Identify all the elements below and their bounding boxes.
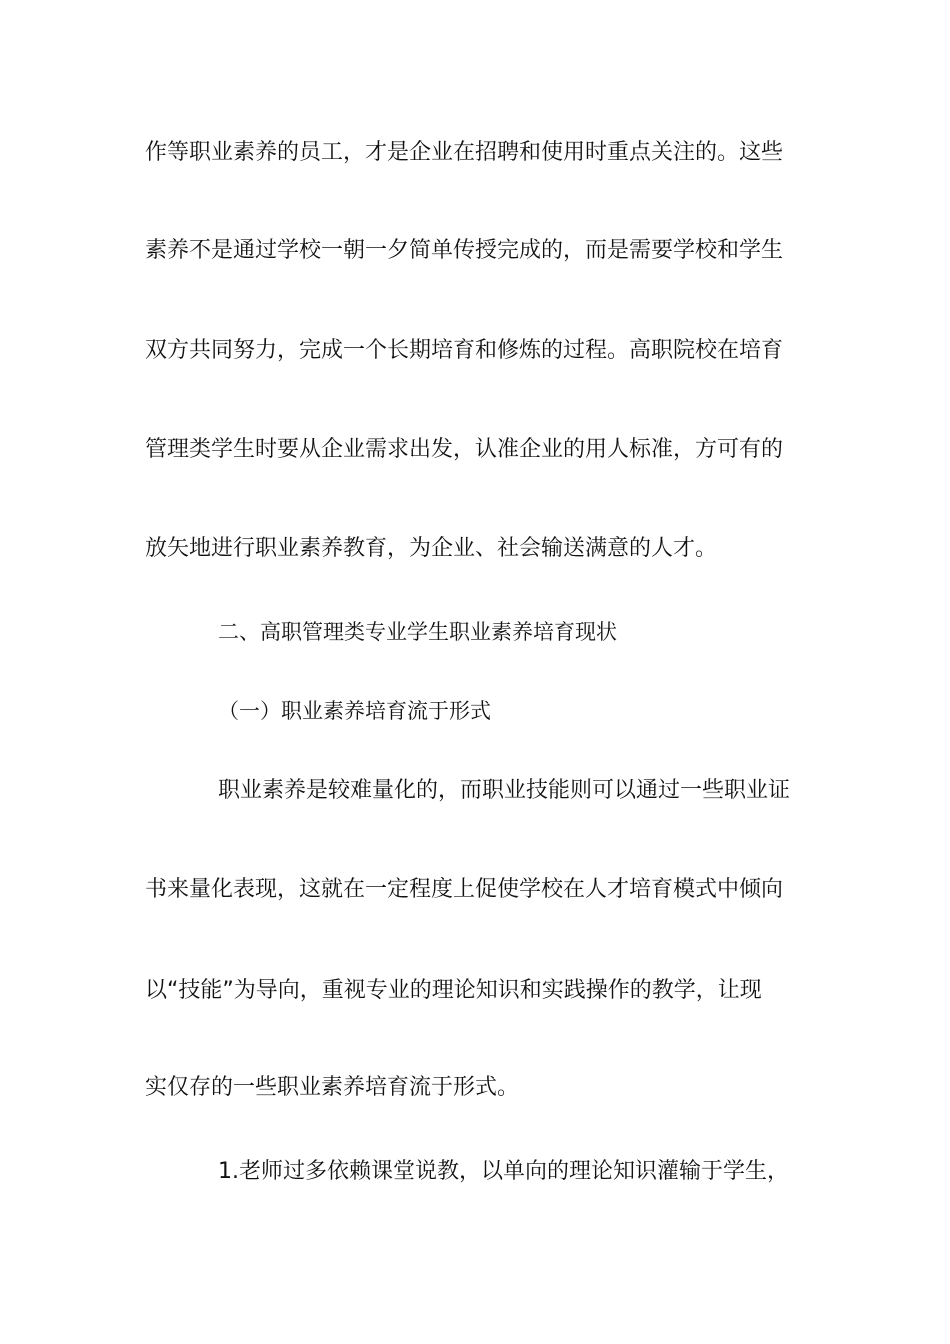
paragraph-line-5: 放矢地进行职业素养教育，为企业、社会输送满意的人才。: [145, 536, 718, 561]
paragraph2-line-1: 职业素养是较难量化的，而职业技能则可以通过一些职业证: [218, 778, 791, 803]
paragraph-line-2: 素养不是通过学校一朝一夕简单传授完成的，而是需要学校和学生: [145, 238, 784, 263]
paragraph2-line-3: 以“技能”为导向，重视专业的理论知识和实践操作的教学，让现: [145, 978, 762, 1003]
section-heading: 二、高职管理类专业学生职业素养培育现状: [218, 620, 617, 644]
paragraph2-line-2: 书来量化表现，这就在一定程度上促使学校在人才培育模式中倾向: [145, 877, 784, 902]
subsection-heading: （一）职业素养培育流于形式: [218, 699, 491, 723]
list-item-1: 1.老师过多依赖课堂说教，以单向的理论知识灌输于学生，: [218, 1159, 789, 1184]
paragraph-line-3: 双方共同努力，完成一个长期培育和修炼的过程。高职院校在培育: [145, 338, 784, 363]
paragraph2-line-4: 实仅存的一些职业素养培育流于形式。: [145, 1075, 520, 1100]
paragraph-line-4: 管理类学生时要从企业需求出发，认准企业的用人标准，方可有的: [145, 437, 784, 462]
paragraph-line-1: 作等职业素养的员工，才是企业在招聘和使用时重点关注的。这些: [145, 140, 784, 165]
